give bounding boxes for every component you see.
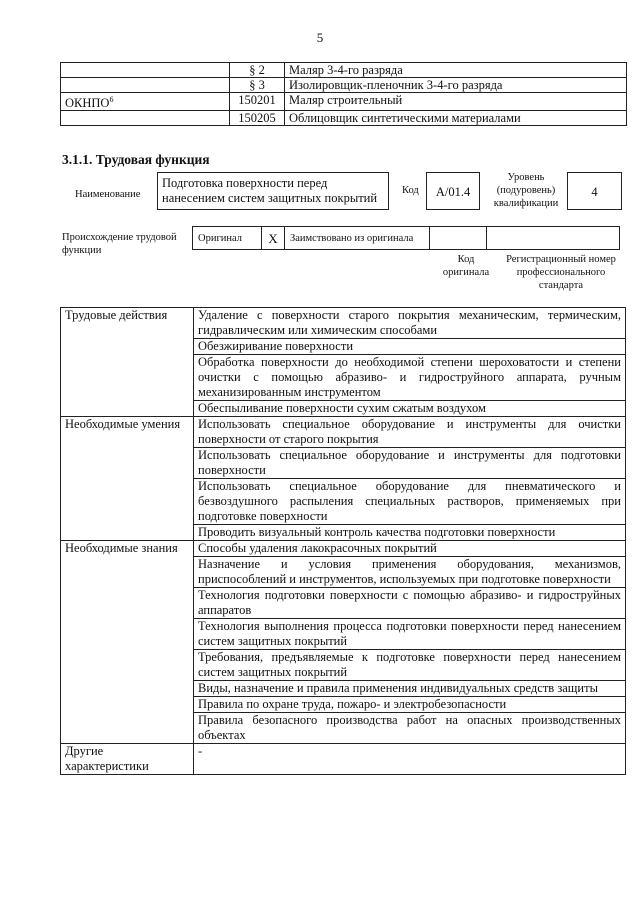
classifier-code: 150201 (230, 93, 285, 111)
function-name: Подготовка поверхности перед нанесением систем защитных покрытий (157, 172, 389, 210)
classifier-name (61, 78, 230, 93)
origin-code-label: Код оригинала (442, 254, 490, 278)
function-code: A/01.4 (426, 172, 480, 210)
group-item: Виды, назначение и правила применения индивидуальных средств защиты (194, 681, 626, 697)
classifier-name (61, 63, 230, 78)
qualification-level: 4 (567, 172, 622, 210)
classifier-text: ОКНПО (65, 96, 110, 111)
level-label: Уровень (подуровень) квалификации (493, 172, 559, 209)
group-item: Технология выполнения процесса подготовки поверхности перед нанесением систем защитных покрытий (194, 619, 626, 650)
classifier-row (61, 78, 627, 93)
origin-regnum-label: Регистрационный номер профессионального стандарта (506, 254, 616, 291)
group-item: Использовать специальное оборудование и инструменты для подготовки поверхности (194, 448, 626, 479)
origin-label: Происхождение трудовой функции (62, 232, 177, 256)
group-item: Проводить визуальный контроль качества подготовки поверхности (194, 525, 626, 541)
group-item: Технология подготовки поверхности с помощью абразиво- и гидроструйных аппаратов (194, 588, 626, 619)
origin-original: Оригинал (192, 226, 262, 250)
group-item: Требования, предъявляемые к подготовке поверхности перед нанесением систем защитных покрытий (194, 650, 626, 681)
page-number: 5 (316, 30, 324, 45)
group-item: - (194, 744, 626, 775)
classifier-row (61, 93, 627, 111)
classifier-title: Маляр 3-4-го разряда (285, 63, 627, 78)
group-item: Обеспыливание поверхности сухим сжатым воздухом (194, 401, 626, 417)
code-label: Код (402, 185, 419, 196)
group-heading: Трудовые действия (61, 308, 194, 417)
group-item: Способы удаления лакокрасочных покрытий (194, 541, 626, 557)
group-item: Использовать специальное оборудование и инструменты для очистки поверхности от старого покрытия (194, 417, 626, 448)
origin-borrowed: Заимствовано из оригинала (284, 226, 430, 250)
classifier-name (61, 93, 230, 111)
classifier-title: Изолировщик-пленочник 3-4-го разряда (285, 78, 627, 93)
group-heading: Необходимые умения (61, 417, 194, 541)
origin-code-cell (429, 226, 487, 250)
origin-mark: X (261, 226, 285, 250)
classifier-title: Облицовщик синтетическими материалами (285, 111, 627, 126)
group-item: Использовать специальное оборудование для пневматического и безвоздушного распыления специальных растворов, применяемых при подготовке поверхности (194, 479, 626, 525)
group-item: Удаление с поверхности старого покрытия механическим, термическим, гидравлическим или химическим способами (194, 308, 626, 339)
classifier-name (61, 111, 230, 126)
classifier-table (60, 62, 627, 126)
detail-row (61, 744, 626, 775)
function-details-table (60, 307, 626, 775)
name-label: Наименование (75, 189, 141, 200)
origin-row (193, 226, 623, 250)
classifier-code: § 3 (230, 78, 285, 93)
group-heading: Необходимые знания (61, 541, 194, 744)
group-item: Обезжиривание поверхности (194, 339, 626, 355)
classifier-title: Маляр строительный (285, 93, 627, 111)
detail-row (61, 417, 626, 448)
group-heading: Другие характеристики (61, 744, 194, 775)
group-item: Обработка поверхности до необходимой степени шероховатости и степени очистки с помощью абразиво- и гидроструйного аппарата, ручным механизированным инструментом (194, 355, 626, 401)
detail-row (61, 308, 626, 339)
section-title: 3.1.1. Трудовая функция (62, 152, 210, 167)
group-item: Правила по охране труда, пожаро- и электробезопасности (194, 697, 626, 713)
detail-row (61, 541, 626, 557)
classifier-row (61, 63, 627, 78)
classifier-code: § 2 (230, 63, 285, 78)
group-item: Правила безопасного производства работ на опасных производственных объектах (194, 713, 626, 744)
footnote-mark: 6 (109, 95, 114, 104)
group-item: Назначение и условия применения оборудования, механизмов, приспособлений и инструментов, используемых при подготовке поверхности (194, 557, 626, 588)
classifier-row (61, 111, 627, 126)
origin-regnum-cell (486, 226, 620, 250)
classifier-code: 150205 (230, 111, 285, 126)
